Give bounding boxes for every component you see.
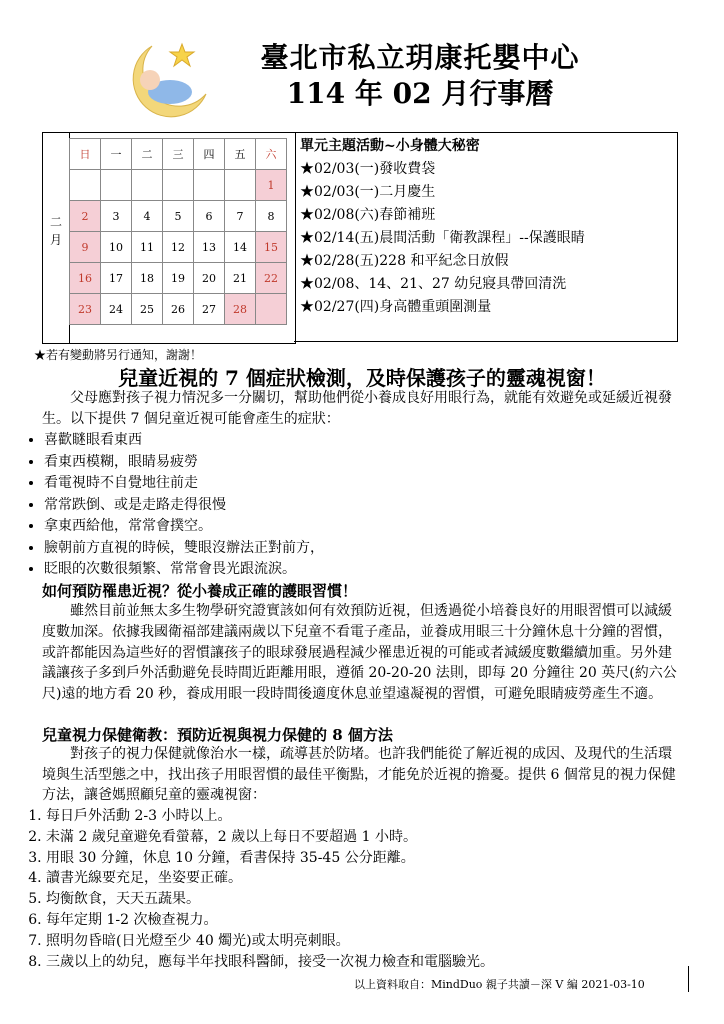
day-cell <box>225 170 256 201</box>
list-item: 4. 讀書光線要充足，坐姿要正確。 <box>46 868 706 889</box>
day-cell: 19 <box>163 263 194 294</box>
day-cell: 24 <box>101 294 132 325</box>
event-item: ★02/03(一)發收費袋 <box>300 161 436 177</box>
day-cell: 4 <box>132 201 163 232</box>
page-title <box>210 40 630 112</box>
day-cell: 26 <box>163 294 194 325</box>
list-item: • 臉朝前方直視的時候，雙眼沒辦法正對前方， <box>44 538 704 560</box>
source-citation: 以上資料取自：MindDuo 親子共讀－深 V 編 2021-03-10 <box>354 978 645 991</box>
day-cell: 2 <box>70 201 101 232</box>
star-icon <box>170 44 194 66</box>
section-paragraph: 雖然目前並無太多生物學研究證實該如何有效預防近視，但透過從小培養良好的用眼習慣可以減緩度數加深。依據我國衛福部建議兩歲以下兒童不看電子產品，並養成用眼三十分鐘休息十分鐘的習慣，或許都能因為這些好的習慣讓孩子的眼球發展過程減少罹患近視的可能或者減緩度數繼續加重。另外建議讓孩子多到戶外活動避免長時間近距離用眼，遵循 20-20-20 法則，即每 20 分鐘往 20 英尺(約六公尺)遠的地方看 20 秒，養成用眼一段時間後適度休息並望遠凝視的習慣，可避免眼睛疲勞產生不適。 <box>42 603 677 703</box>
moon-baby-logo <box>112 40 208 122</box>
event-item: ★02/14(五)晨間活動「衛教課程」--保護眼睛 <box>300 230 585 246</box>
change-notice: ★若有變動將另行通知，謝謝！ <box>34 348 203 362</box>
day-cell <box>256 294 287 325</box>
day-cell: 15 <box>256 232 287 263</box>
list-item: • 拿東西給他，常常會撲空。 <box>44 516 704 538</box>
event-item: ★02/28(五)228 和平紀念日放假 <box>300 253 509 269</box>
section-title: 兒童視力保健衛教：預防近視與視力保健的 8 個方法 <box>42 726 393 744</box>
month-label: 二月 <box>49 215 62 247</box>
day-cell: 23 <box>70 294 101 325</box>
weekday-cell: 六 <box>256 139 287 170</box>
method-list <box>14 806 706 972</box>
margin-divider <box>688 966 689 992</box>
day-cell: 9 <box>70 232 101 263</box>
weekday-cell: 四 <box>194 139 225 170</box>
day-cell: 3 <box>101 201 132 232</box>
section-title: 如何預防罹患近視？從小養成正確的護眼習慣！ <box>42 582 358 600</box>
day-cell: 20 <box>194 263 225 294</box>
day-cell: 14 <box>225 232 256 263</box>
weekday-cell: 三 <box>163 139 194 170</box>
list-item: • 看東西模糊，眼睛易疲勞 <box>44 452 704 474</box>
day-cell <box>70 170 101 201</box>
list-item: 1. 每日戶外活動 2-3 小時以上。 <box>46 806 706 827</box>
weekday-cell: 五 <box>225 139 256 170</box>
weekday-cell: 二 <box>132 139 163 170</box>
list-item: 8. 三歲以上的幼兒，應每半年找眼科醫師，接受一次視力檢查和電腦驗光。 <box>46 952 706 973</box>
day-cell: 11 <box>132 232 163 263</box>
list-item: • 看電視時不自覺地往前走 <box>44 473 704 495</box>
section-paragraph: 對孩子的視力保健就像治水一樣，疏導甚於防堵。也許我們能從了解近視的成因、及現代的生活環境與生活型態之中，找出孩子用眼習慣的最佳平衡點，才能免於近視的擔憂。提供 6 個常見的視力保健方法，讓爸媽照顧兒童的靈魂視窗： <box>42 746 676 803</box>
list-item: • 常常跌倒、或是走路走得很慢 <box>44 495 704 517</box>
event-item: ★02/08(六)春節補班 <box>300 207 436 223</box>
day-cell: 28 <box>225 294 256 325</box>
calendar-title: 114 年 02 月行事曆 <box>286 77 554 110</box>
day-cell: 1 <box>256 170 287 201</box>
event-theme-title: 單元主題活動~小身體大秘密 <box>300 138 480 154</box>
list-item: 5. 均衡飲食，天天五蔬果。 <box>46 889 706 910</box>
list-item: 6. 每年定期 1-2 次檢查視力。 <box>46 910 706 931</box>
list-item: 7. 照明勿昏暗(日光燈至少 40 燭光)或太明亮刺眼。 <box>46 931 706 952</box>
intro-paragraph: 父母應對孩子視力情況多一分關切，幫助他們從小養成良好用眼行為，就能有效避免或延緩近視發生。以下提供 7 個兒童近視可能會產生的症狀： <box>42 390 672 427</box>
day-cell: 22 <box>256 263 287 294</box>
symptom-list <box>20 430 704 581</box>
day-cell <box>194 170 225 201</box>
center-name: 臺北市私立玥康托嬰中心 <box>260 41 580 74</box>
weekday-cell: 一 <box>101 139 132 170</box>
day-cell: 12 <box>163 232 194 263</box>
day-cell: 21 <box>225 263 256 294</box>
week-row <box>70 232 287 263</box>
week-row <box>70 170 287 201</box>
week-row <box>70 294 287 325</box>
day-cell <box>101 170 132 201</box>
week-row <box>70 201 287 232</box>
day-cell: 10 <box>101 232 132 263</box>
weekday-row <box>70 139 287 170</box>
week-row <box>70 263 287 294</box>
day-cell: 25 <box>132 294 163 325</box>
day-cell: 16 <box>70 263 101 294</box>
calendar-grid <box>69 138 287 325</box>
day-cell: 18 <box>132 263 163 294</box>
day-cell: 5 <box>163 201 194 232</box>
day-cell: 7 <box>225 201 256 232</box>
event-list <box>294 132 678 342</box>
weekday-cell: 日 <box>70 139 101 170</box>
event-item: ★02/03(一)二月慶生 <box>300 184 436 200</box>
day-cell: 6 <box>194 201 225 232</box>
day-cell: 13 <box>194 232 225 263</box>
event-item: ★02/27(四)身高體重頭圍測量 <box>300 299 492 315</box>
day-cell: 27 <box>194 294 225 325</box>
day-cell <box>132 170 163 201</box>
baby-face-icon <box>140 70 160 90</box>
event-item: ★02/08、14、21、27 幼兒寢具帶回清洗 <box>300 276 567 292</box>
list-item: 2. 未滿 2 歲兒童避免看螢幕，2 歲以上每日不要超過 1 小時。 <box>46 827 706 848</box>
list-item: 3. 用眼 30 分鐘，休息 10 分鐘，看書保持 35-45 公分距離。 <box>46 848 706 869</box>
article-headline: 兒童近視的 7 個症狀檢測，及時保護孩子的靈魂視窗！ <box>118 366 606 390</box>
list-item: • 眨眼的次數很頻繁、常常會畏光跟流淚。 <box>44 559 704 581</box>
day-cell <box>163 170 194 201</box>
calendar <box>42 132 296 344</box>
list-item: • 喜歡瞇眼看東西 <box>44 430 704 452</box>
day-cell: 17 <box>101 263 132 294</box>
month-column <box>43 133 70 343</box>
day-cell: 8 <box>256 201 287 232</box>
